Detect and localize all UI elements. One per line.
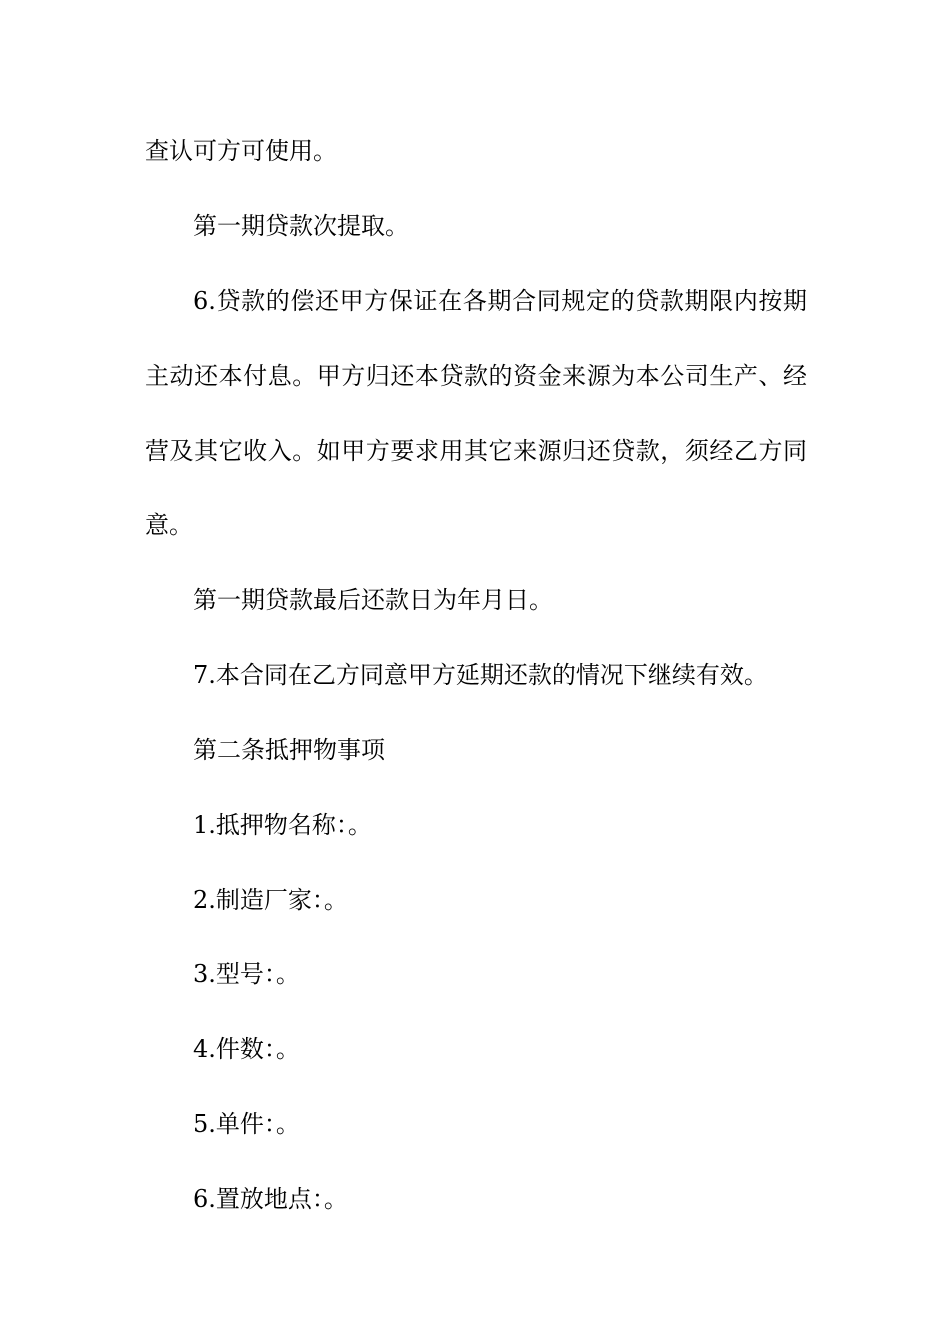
list-item: 4.件数：。	[193, 1035, 300, 1063]
paragraph-line: 营及其它收入。如甲方要求用其它来源归还贷款，须经乙方同	[145, 437, 807, 465]
paragraph-line: 6.贷款的偿还甲方保证在各期合同规定的贷款期限内按期	[193, 287, 807, 315]
paragraph-line: 第一期贷款次提取。	[193, 212, 409, 240]
paragraph-line: 查认可方可使用。	[145, 137, 337, 165]
paragraph-line: 意。	[145, 511, 193, 539]
paragraph-line: 7.本合同在乙方同意甲方延期还款的情况下继续有效。	[193, 661, 768, 689]
list-item: 3.型号：。	[193, 960, 300, 988]
paragraph-line: 主动还本付息。甲方归还本贷款的资金来源为本公司生产、经	[145, 362, 807, 390]
list-item: 5.单件：。	[193, 1110, 300, 1138]
section-heading: 第二条抵押物事项	[193, 736, 385, 764]
list-item: 6.置放地点：。	[193, 1185, 348, 1213]
paragraph-line: 第一期贷款最后还款日为年月日。	[193, 586, 553, 614]
list-item: 1.抵押物名称：。	[193, 811, 372, 839]
list-item: 2.制造厂家：。	[193, 886, 348, 914]
